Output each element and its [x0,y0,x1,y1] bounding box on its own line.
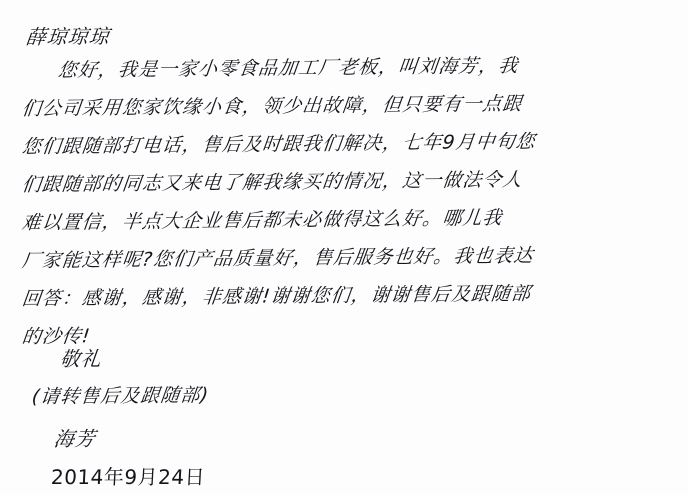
letter-salutation: 薛琼琼琼 [24,24,112,49]
letter-body-line: 们跟随部的同志又来电了解我缘买的情况，这一做法令人 [20,168,524,196]
letter-date: 2014年9月24日 [50,465,206,489]
letter-body-line: 您好，我是一家小零食品加工厂老板，叫刘海芳，我 [56,54,520,82]
letter-body-line: 您们跟随部打电话，售后及时跟我们解决，七年9月中旬您 [20,130,537,158]
letter-routing-note: (请转售后及跟随部) [30,384,211,408]
letter-body [20,52,674,356]
letter-closing: 敬礼 [58,346,104,371]
letter-body-line: 们公司采用您家饮缘小食，领少出故障，但只要有一点跟 [20,92,524,120]
letter-body-line: 难以置信，半点大企业售后都未必做得这么好。哪儿我 [20,206,504,234]
letter-body-line: 回答：感谢，感谢，非感谢!谢谢您们，谢谢售后及跟随部 [20,282,533,310]
letter-body-line: 的沙传! [20,325,92,348]
letter-signature: 海芳 [52,426,98,451]
letter-body-line: 厂家能这样呢?您们产品质量好，售后服务也好。我也表达 [20,244,535,272]
